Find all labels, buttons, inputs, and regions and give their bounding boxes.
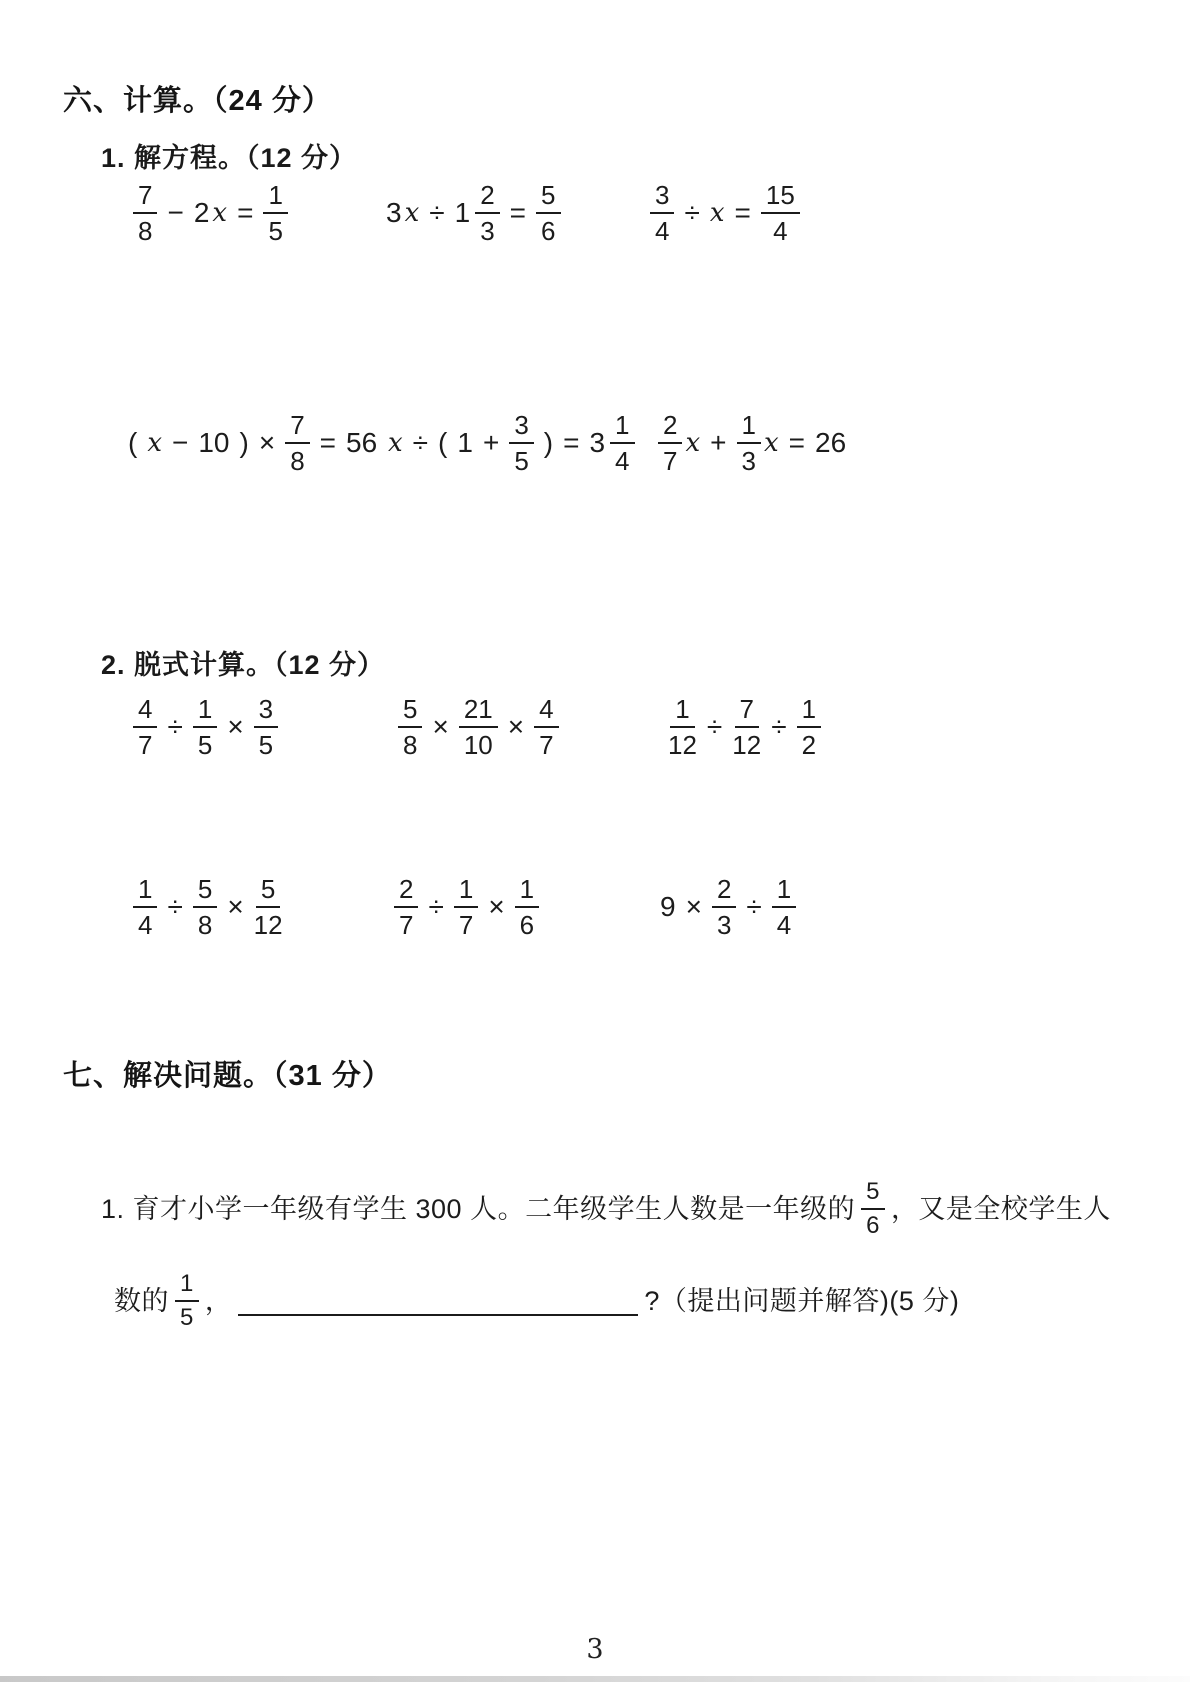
expression-calc-3: $\frac{1}{12}$ ÷ $\frac{7}{12}$ ÷ $\frac{1}{2}$ bbox=[668, 696, 821, 758]
equation-solve-1: $\frac{7}{8}$ − 2 x = $\frac{1}{5}$ bbox=[133, 182, 288, 244]
expression-calc-4: $\frac{1}{4}$ ÷ $\frac{5}{8}$ × $\frac{5}{12}$ bbox=[133, 876, 283, 938]
section6-item2-label: 2. 脱式计算。（12 分） bbox=[101, 650, 386, 680]
expression-calc-2: $\frac{5}{8}$ × $\frac{21}{10}$ × $\frac{4}{7}$ bbox=[398, 696, 559, 758]
scan-edge-artifact bbox=[0, 1676, 1190, 1682]
expression-calc-6: 9 × $\frac{2}{3}$ ÷ $\frac{1}{4}$ bbox=[660, 876, 796, 938]
problem1-line2: 数的 $\frac{1}{5}$ ， ?（提出问题并解答)(5 分) bbox=[114, 1270, 960, 1331]
equation-solve-5: x ÷ ( 1 + $\frac{3}{5}$ ) = 3 $\frac{1}{4}$ bbox=[388, 412, 635, 474]
equation-solve-2: 3 x ÷ 1 $\frac{2}{3}$ = $\frac{5}{6}$ bbox=[386, 182, 561, 244]
section6-item1-label: 1. 解方程。（12 分） bbox=[101, 143, 358, 173]
problem1-line1: 1. 育才小学一年级有学生 300 人。二年级学生人数是一年级的 $\frac{5}{6}$ ，又是全校学生人 bbox=[101, 1178, 1111, 1239]
equation-solve-6: $\frac{2}{7}$ x + $\frac{1}{3}$ x = 26 bbox=[658, 412, 846, 474]
expression-calc-1: $\frac{4}{7}$ ÷ $\frac{1}{5}$ × $\frac{3}{5}$ bbox=[133, 696, 278, 758]
section6-heading: 六、计算。（24 分） bbox=[63, 85, 332, 117]
equation-solve-3: $\frac{3}{4}$ ÷ x = $\frac{15}{4}$ bbox=[650, 182, 800, 244]
expression-calc-5: $\frac{2}{7}$ ÷ $\frac{1}{7}$ × $\frac{1}{6}$ bbox=[394, 876, 539, 938]
page-number: 3 bbox=[586, 1634, 604, 1665]
section7-heading: 七、解决问题。（31 分） bbox=[63, 1060, 392, 1092]
equation-solve-4: ( x − 10 ) × $\frac{7}{8}$ = 56 bbox=[128, 410, 378, 476]
